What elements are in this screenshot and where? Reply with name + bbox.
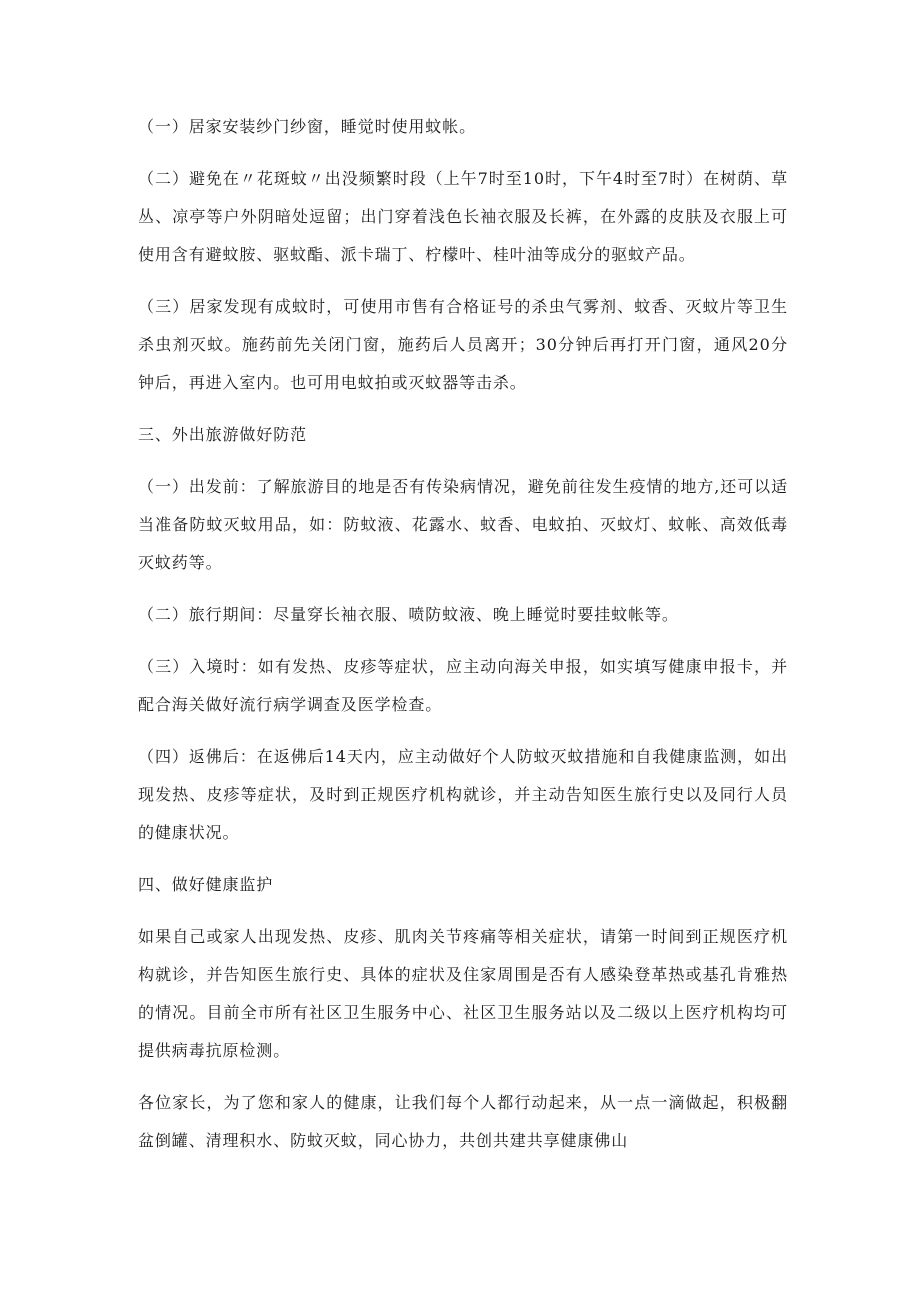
paragraph-during-travel: （二）旅行期间：尽量穿长袖衣服、喷防蚊液、晚上睡觉时要挂蚊帐等。 <box>138 605 679 624</box>
paragraph-closing-appeal: 各位家长，为了您和家人的健康，让我们每个人都行动起来，从一点一滴做起，积极翻盆倒罐、清理积水、防蚊灭蚊，同心协力，共创共建共享健康佛山 <box>138 1093 788 1150</box>
document-body <box>138 108 788 1174</box>
paragraph-after-return: （四）返佛后：在返佛后14天内，应主动做好个人防蚊灭蚊措施和自我健康监测，如出现发热、皮疹等症状，及时到正规医疗机构就诊，并主动告知医生旅行史以及同行人员的健康状况。 <box>138 747 788 842</box>
paragraph-screens-and-nets: （一）居家安装纱门纱窗，睡觉时使用蚊帐。 <box>138 117 477 136</box>
paragraph-on-entry: （三）入境时：如有发热、皮疹等症状，应主动向海关申报，如实填写健康申报卡，并配合海关做好流行病学调查及医学检查。 <box>138 657 788 714</box>
paragraph-indoor-insecticide: （三）居家发现有成蚊时，可使用市售有合格证号的杀虫气雾剂、蚊香、灭蚊片等卫生杀虫剂灭蚊。施药前先关闭门窗，施药后人员离开；30分钟后再打开门窗，通风20分钟后，再进入室内。也可用电蚊拍或灭蚊器等击杀。 <box>138 297 788 392</box>
section-heading-health-monitoring: 四、做好健康监护 <box>138 875 274 894</box>
section-heading-travel: 三、外出旅游做好防范 <box>138 425 308 444</box>
paragraph-avoid-peak-hours: （二）避免在〃花斑蚊〃出没频繁时段（上午7时至10时，下午4时至7时）在树荫、草丛、凉亭等户外阴暗处逗留；出门穿着浅色长袖衣服及长裤，在外露的皮肤及衣服上可使用含有避蚊胺、驱蚊酯、派卡瑞丁、柠檬叶、桂叶油等成分的驱蚊产品。 <box>138 169 788 264</box>
paragraph-before-departure: （一）出发前：了解旅游目的地是否有传染病情况，避免前往发生疫情的地方,还可以适当准备防蚊灭蚊用品，如：防蚊液、花露水、蚊香、电蚊拍、灭蚊灯、蚊帐、高效低毒灭蚊药等。 <box>138 477 788 572</box>
paragraph-seek-medical-care: 如果自己或家人出现发热、皮疹、肌肉关节疼痛等相关症状，请第一时间到正规医疗机构就诊，并告知医生旅行史、具体的症状及住家周围是否有人感染登革热或基孔肯雅热的情况。目前全市所有社区卫生服务中心、社区卫生服务站以及二级以上医疗机构均可提供病毒抗原检测。 <box>138 927 788 1060</box>
